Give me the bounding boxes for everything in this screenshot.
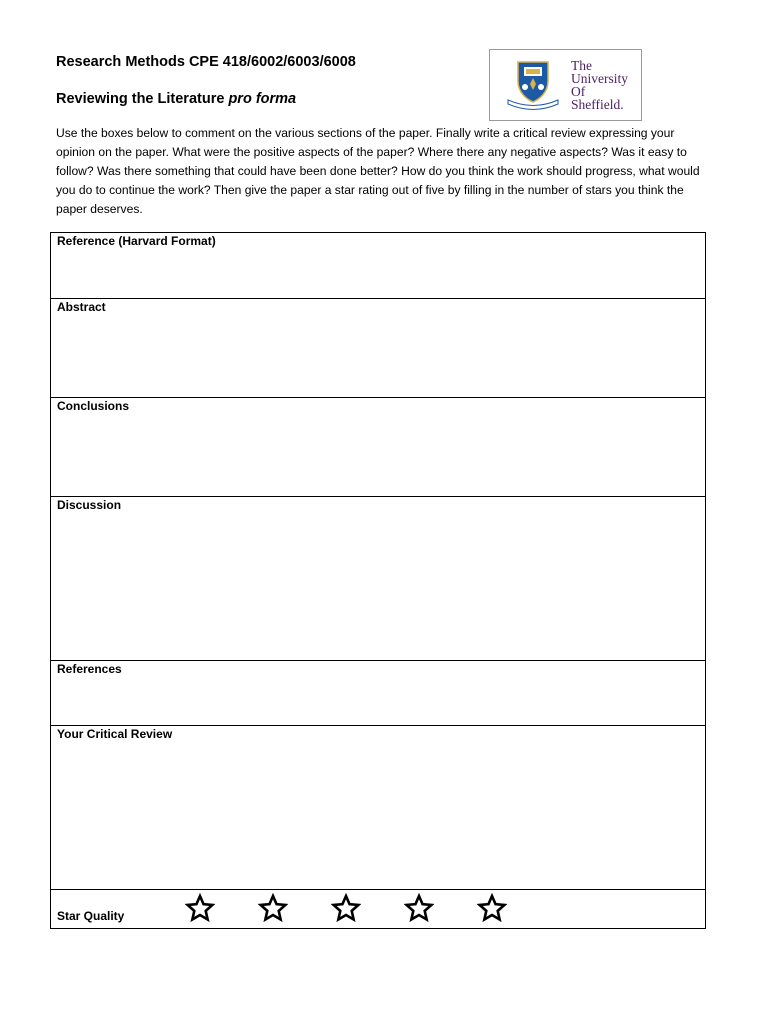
logo-line-4: Sheffield. — [571, 97, 624, 112]
university-logo — [489, 49, 642, 121]
document-subtitle — [56, 91, 296, 107]
logo-line-2: University — [571, 71, 628, 86]
critical-review-label: Your Critical Review — [57, 727, 173, 741]
star-quality-row — [51, 890, 705, 928]
star-icon[interactable] — [258, 893, 288, 923]
document-title: Research Methods CPE 418/6002/6003/6008 — [56, 54, 356, 70]
logo-line-1: The — [571, 58, 592, 73]
university-crest-icon — [504, 59, 562, 111]
discussion-label: Discussion — [57, 498, 122, 512]
subtitle-main: Reviewing the Literature — [56, 91, 229, 107]
reference-box[interactable] — [51, 233, 705, 299]
instructions-paragraph: Use the boxes below to comment on the various sections of the paper. Finally write a critical review expressing your opinion on the paper. What were the positive aspects of the paper? Where there any negative aspects? Was it easy to follow? Was there something that could have been done better? How do you think the work should progress, what would you do to continue the work? Then give the paper a star rating out of five by filling in the number of stars you think the paper deserves. — [56, 126, 700, 216]
star-quality-label: Star Quality — [57, 909, 125, 923]
subtitle-italic: pro forma — [228, 91, 297, 107]
star-icon[interactable] — [404, 893, 434, 923]
logo-line-3: Of — [571, 84, 586, 99]
review-form — [50, 232, 706, 929]
references-box[interactable] — [51, 661, 705, 726]
star-icon[interactable] — [477, 893, 507, 923]
star-icon[interactable] — [331, 893, 361, 923]
conclusions-box[interactable] — [51, 398, 705, 497]
university-name — [571, 59, 628, 111]
abstract-label: Abstract — [57, 300, 106, 314]
abstract-box[interactable] — [51, 299, 705, 398]
conclusions-label: Conclusions — [57, 399, 130, 413]
reference-label: Reference (Harvard Format) — [57, 234, 216, 248]
discussion-box[interactable] — [51, 497, 705, 661]
star-icon[interactable] — [185, 893, 215, 923]
critical-review-box[interactable] — [51, 726, 705, 890]
references-label: References — [57, 662, 122, 676]
